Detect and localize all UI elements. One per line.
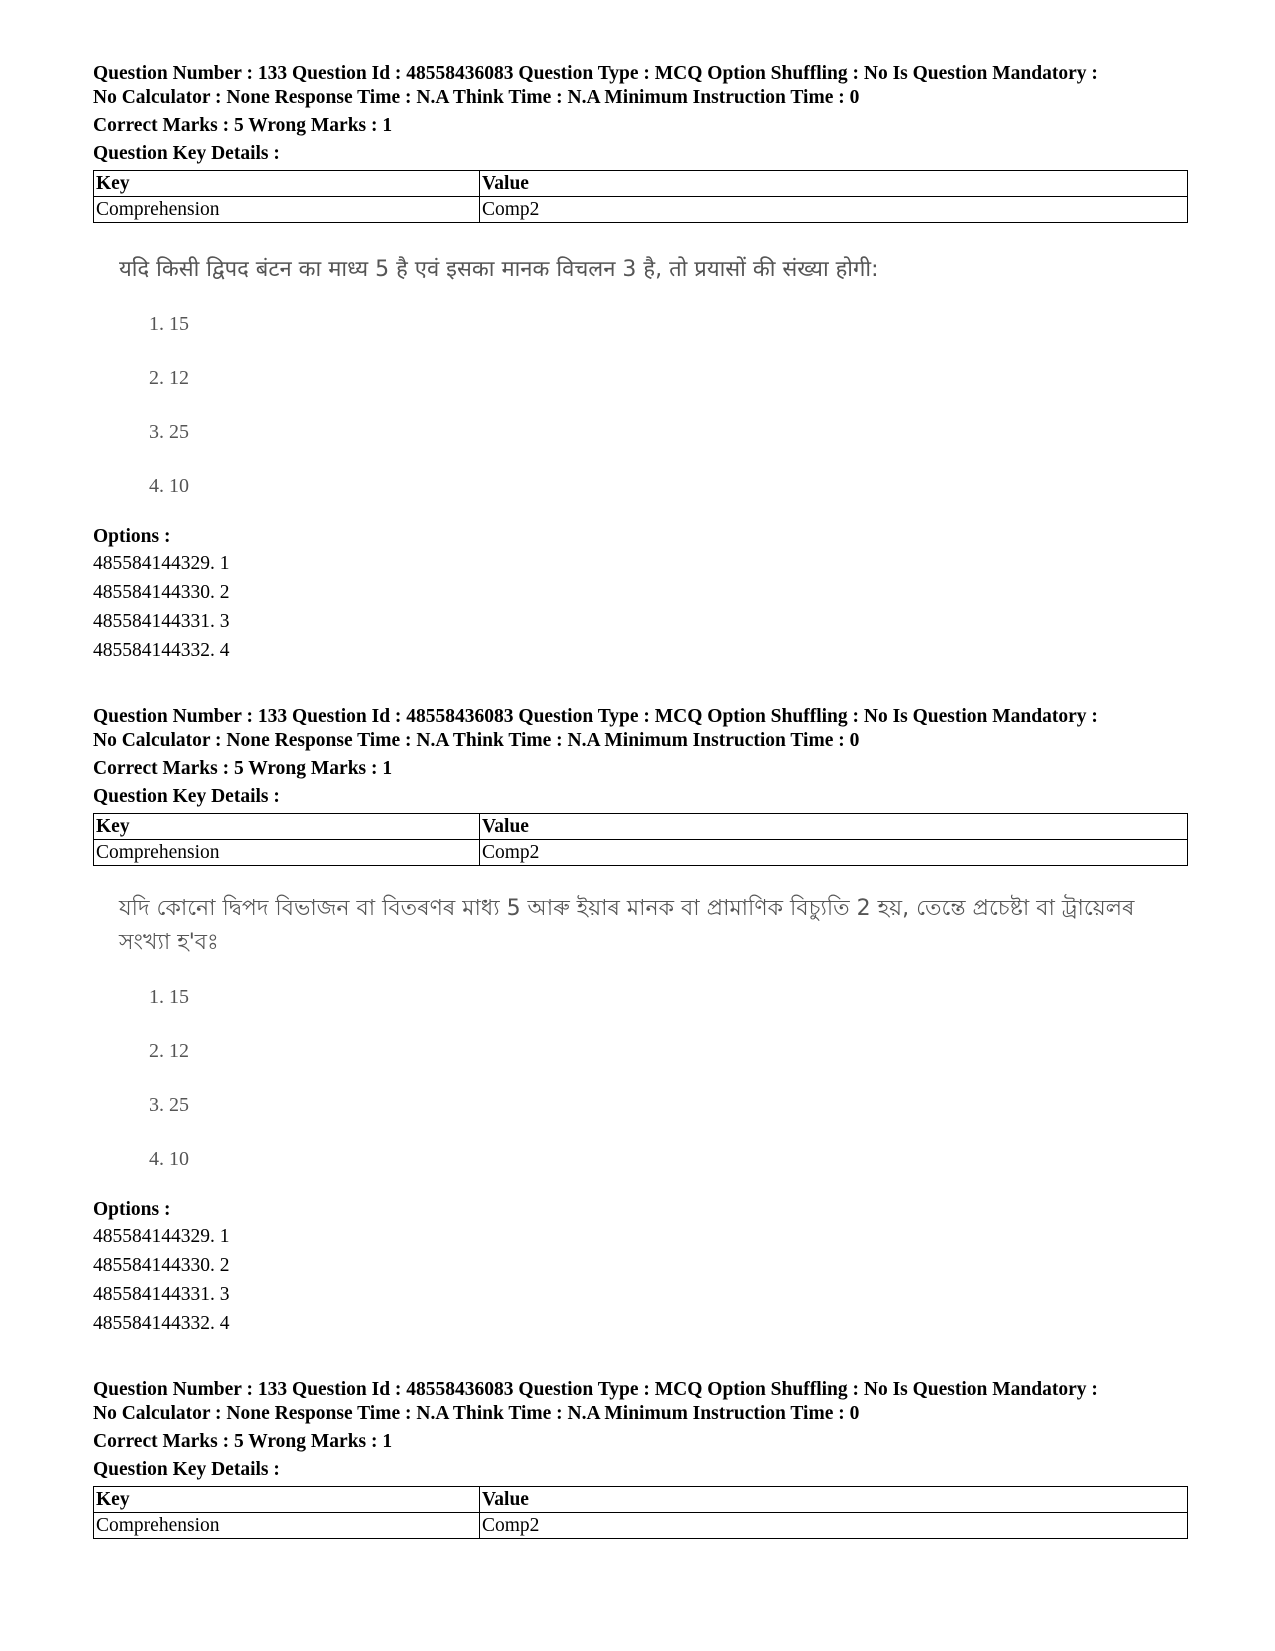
options-label: Options : bbox=[93, 526, 171, 547]
image-option-4: 4. 10 bbox=[149, 1148, 189, 1170]
key-details-table bbox=[93, 1486, 1188, 1539]
spacer bbox=[93, 1338, 1188, 1378]
question-meta-line2: No Calculator : None Response Time : N.A Think Time : N.A Minimum Instruction Time : 0 bbox=[93, 730, 860, 751]
header-key: Key bbox=[94, 171, 480, 197]
question-image bbox=[93, 892, 1188, 1186]
cell-value: Comp2 bbox=[480, 840, 1188, 866]
image-option-1: 1. 15 bbox=[149, 313, 189, 335]
option-line-1: 485584144329. 1 bbox=[93, 1226, 230, 1247]
document-page bbox=[93, 62, 1188, 1539]
table-row bbox=[94, 840, 1188, 866]
image-option-3: 3. 25 bbox=[149, 421, 189, 443]
question-block-2 bbox=[93, 705, 1188, 1338]
image-option-4: 4. 10 bbox=[149, 475, 189, 497]
header-value: Value bbox=[480, 171, 1188, 197]
cell-value: Comp2 bbox=[480, 1513, 1188, 1539]
question-text: यदि किसी द्विपद बंटन का माध्य 5 है एवं इसका मानक विचलन 3 है, तो प्रयासों की संख्या होगी: bbox=[119, 257, 879, 282]
cell-key: Comprehension bbox=[94, 197, 480, 223]
header-value: Value bbox=[480, 814, 1188, 840]
option-line-2: 485584144330. 2 bbox=[93, 1255, 230, 1276]
key-details-label: Question Key Details : bbox=[93, 786, 280, 807]
image-option-2: 2. 12 bbox=[149, 367, 189, 389]
question-meta bbox=[93, 705, 1188, 753]
options-label: Options : bbox=[93, 1199, 171, 1220]
header-key: Key bbox=[94, 814, 480, 840]
header-value: Value bbox=[480, 1487, 1188, 1513]
cell-value: Comp2 bbox=[480, 197, 1188, 223]
key-details-table bbox=[93, 170, 1188, 223]
option-line-3: 485584144331. 3 bbox=[93, 1284, 230, 1305]
spacer bbox=[93, 665, 1188, 705]
option-line-2: 485584144330. 2 bbox=[93, 582, 230, 603]
image-option-1: 1. 15 bbox=[149, 986, 189, 1008]
table-row bbox=[94, 197, 1188, 223]
table-header-row bbox=[94, 1487, 1188, 1513]
marks-line: Correct Marks : 5 Wrong Marks : 1 bbox=[93, 1431, 393, 1452]
question-meta-line2: No Calculator : None Response Time : N.A Think Time : N.A Minimum Instruction Time : 0 bbox=[93, 1403, 860, 1424]
key-details-label: Question Key Details : bbox=[93, 1459, 280, 1480]
marks-line: Correct Marks : 5 Wrong Marks : 1 bbox=[93, 115, 393, 136]
question-block-3 bbox=[93, 1378, 1188, 1539]
table-header-row bbox=[94, 171, 1188, 197]
question-image bbox=[93, 253, 1188, 513]
question-text: যদি কোনো দ্বিপদ বিভাজন বা বিতৰণৰ মাধ্য 5 আৰু ইয়াৰ মানক বা প্ৰামাণিক বিচ্যুতি 2 হয়, তেন্তে প্ৰচেষ্টা বা ট্ৰায়েলৰ সংখ্যা হ'বঃ bbox=[119, 896, 1135, 955]
image-option-3: 3. 25 bbox=[149, 1094, 189, 1116]
question-meta-line2: No Calculator : None Response Time : N.A Think Time : N.A Minimum Instruction Time : 0 bbox=[93, 87, 860, 108]
cell-key: Comprehension bbox=[94, 1513, 480, 1539]
question-meta bbox=[93, 62, 1188, 110]
question-image-options bbox=[119, 297, 1188, 513]
key-details-table bbox=[93, 813, 1188, 866]
table-header-row bbox=[94, 814, 1188, 840]
key-details-label: Question Key Details : bbox=[93, 143, 280, 164]
question-meta-line1: Question Number : 133 Question Id : 48558436083 Question Type : MCQ Option Shuffling : No Is Question Mandatory : bbox=[93, 63, 1098, 84]
marks-line: Correct Marks : 5 Wrong Marks : 1 bbox=[93, 758, 393, 779]
table-row bbox=[94, 1513, 1188, 1539]
question-meta bbox=[93, 1378, 1188, 1426]
option-line-3: 485584144331. 3 bbox=[93, 611, 230, 632]
question-meta-line1: Question Number : 133 Question Id : 48558436083 Question Type : MCQ Option Shuffling : No Is Question Mandatory : bbox=[93, 706, 1098, 727]
cell-key: Comprehension bbox=[94, 840, 480, 866]
option-line-4: 485584144332. 4 bbox=[93, 640, 230, 661]
question-meta-line1: Question Number : 133 Question Id : 48558436083 Question Type : MCQ Option Shuffling : No Is Question Mandatory : bbox=[93, 1379, 1098, 1400]
header-key: Key bbox=[94, 1487, 480, 1513]
image-option-2: 2. 12 bbox=[149, 1040, 189, 1062]
option-line-4: 485584144332. 4 bbox=[93, 1313, 230, 1334]
option-line-1: 485584144329. 1 bbox=[93, 553, 230, 574]
question-block-1 bbox=[93, 62, 1188, 665]
question-image-options bbox=[119, 970, 1188, 1186]
